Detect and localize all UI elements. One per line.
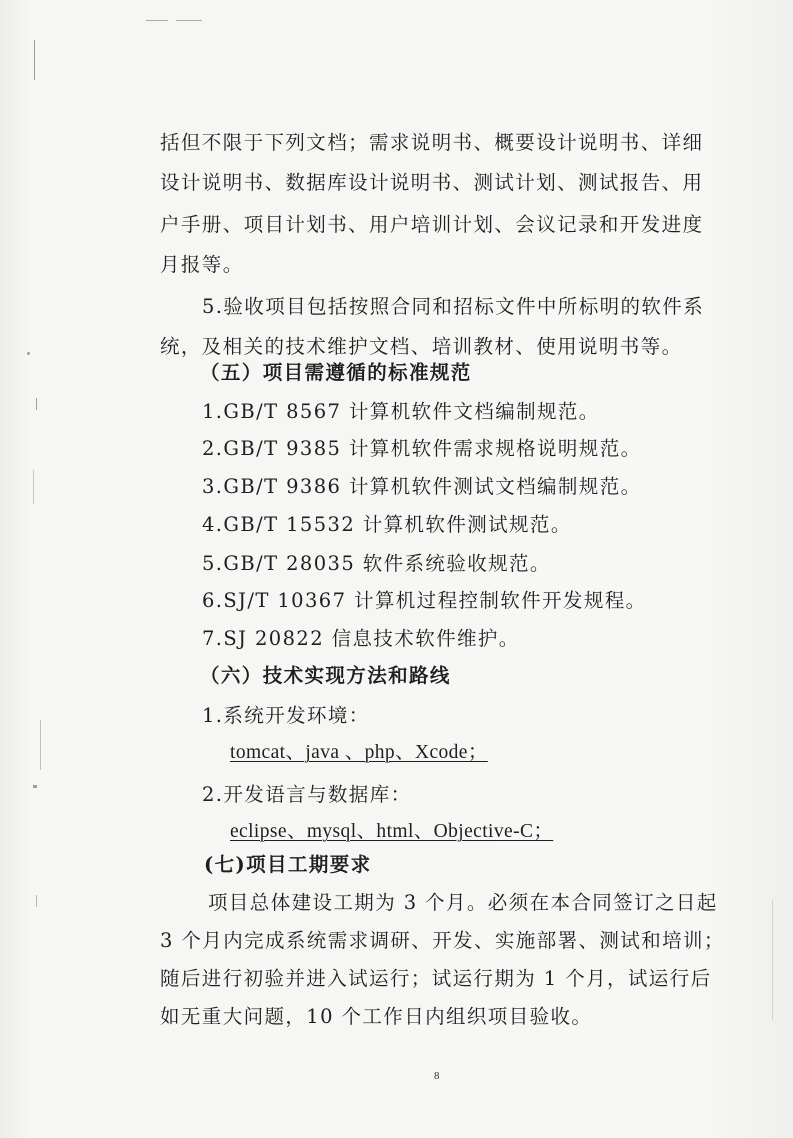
env-label: 1.系统开发环境： xyxy=(202,704,370,727)
paragraph-line: 设计说明书、数据库设计说明书、测试计划、测试报告、用 xyxy=(160,171,704,194)
paragraph-line: 统，及相关的技术维护文档、培训教材、使用说明书等。 xyxy=(160,335,683,358)
standard-item: 7.SJ 20822 信息技术软件维护。 xyxy=(202,627,520,650)
paragraph-line: 随后进行初验并进入试运行；试运行期为 1 个月，试运行后 xyxy=(160,967,712,990)
scan-mark xyxy=(33,470,34,504)
scan-mark xyxy=(40,720,41,770)
scan-mark xyxy=(772,900,773,1020)
standard-item: 4.GB/T 15532 计算机软件测试规范。 xyxy=(202,513,572,536)
scan-mark xyxy=(36,398,37,410)
paragraph-line: 如无重大问题，10 个工作日内组织项目验收。 xyxy=(160,1005,593,1028)
paragraph-line: 月报等。 xyxy=(160,253,244,276)
section-heading-7: (七)项目工期要求 xyxy=(204,853,372,876)
section-heading-5: （五）项目需遵循的标准规范 xyxy=(200,361,472,384)
scan-mark xyxy=(33,785,37,788)
scan-mark xyxy=(27,352,30,355)
paragraph-line: 括但不限于下列文档；需求说明书、概要设计说明书、详细 xyxy=(160,131,704,154)
paragraph-line: 5.验收项目包括按照合同和招标文件中所标明的软件系 xyxy=(202,295,705,318)
standard-item: 5.GB/T 28035 软件系统验收规范。 xyxy=(202,552,551,575)
standard-item: 3.GB/T 9386 计算机软件测试文档编制规范。 xyxy=(202,475,642,498)
paragraph-line: 项目总体建设工期为 3 个月。必须在本合同签订之日起 xyxy=(208,891,718,914)
scan-mark xyxy=(146,20,168,21)
scan-mark xyxy=(36,895,37,907)
paragraph-line: 3 个月内完成系统需求调研、开发、实施部署、测试和培训； xyxy=(160,929,725,952)
scan-mark xyxy=(34,40,35,80)
lang-value: eclipse、mysql、html、Objective-C； xyxy=(230,821,554,842)
standard-item: 1.GB/T 8567 计算机软件文档编制规范。 xyxy=(202,400,600,423)
section-heading-6: （六）技术实现方法和路线 xyxy=(200,664,451,687)
paragraph-line: 户手册、项目计划书、用户培训计划、会议记录和开发进度 xyxy=(160,213,704,236)
env-value: tomcat、java 、php、Xcode； xyxy=(230,742,488,763)
lang-label: 2.开发语言与数据库： xyxy=(202,783,412,806)
standard-item: 2.GB/T 9385 计算机软件需求规格说明规范。 xyxy=(202,437,642,460)
page-number: 8 xyxy=(434,1070,440,1082)
standard-item: 6.SJ/T 10367 计算机过程控制软件开发规程。 xyxy=(202,589,647,612)
scan-mark xyxy=(176,20,202,21)
